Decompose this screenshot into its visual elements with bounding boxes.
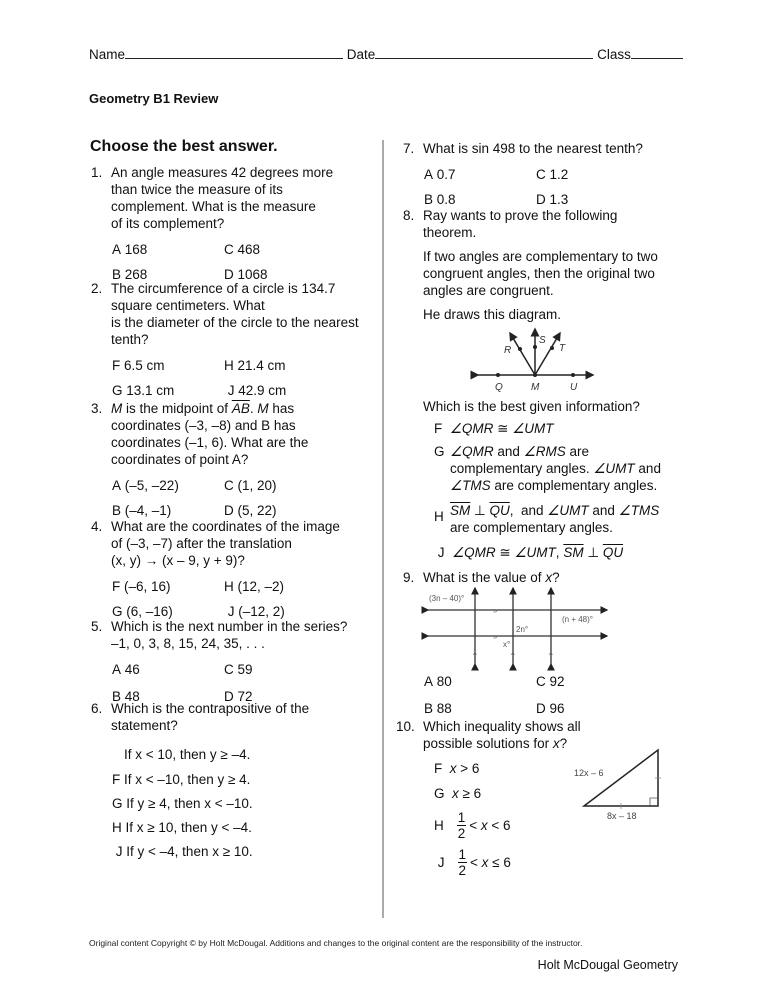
question-text: The circumference of a circle is 134.7 square centimeters. What is the diameter of the circle to the nearest tenth? [111, 281, 359, 347]
svg-text:T: T [559, 343, 566, 354]
svg-text:^: ^ [473, 651, 477, 660]
svg-text:^: ^ [511, 651, 515, 660]
question-number: 1. [91, 165, 103, 180]
option-a[interactable]: A 80 [424, 674, 452, 689]
option-h[interactable]: H 1 2 < x < 6 [434, 810, 511, 841]
svg-text:R: R [504, 345, 512, 356]
question-text: Which inequality shows all possible solutions for x? [423, 719, 581, 751]
question-text: Which is the next number in the series? –1, 0, 3, 8, 15, 24, 35, . . . [111, 619, 348, 651]
svg-text:(n + 48)°: (n + 48)° [562, 615, 593, 624]
svg-text:S: S [539, 335, 546, 346]
question-9-options [423, 673, 673, 717]
option-d[interactable]: D (5, 22) [224, 503, 277, 518]
option-b[interactable]: B 48 [112, 689, 140, 704]
option-c[interactable]: C 59 [224, 662, 253, 677]
svg-text:U: U [570, 382, 578, 393]
option-g[interactable]: G If y ≥ 4, then x < –10. [112, 796, 253, 811]
question-text: What are the coordinates of the image of (–3, –7) after the translation (x, y) → (x – 9, y + 9)? [111, 519, 340, 568]
option-j[interactable]: J 42.9 cm [227, 383, 287, 398]
option-b[interactable]: B 0.8 [424, 192, 456, 207]
question-2: 2. The circumference of a circle is 134.7 square centimeters. What is the diameter of the circle to the nearest tenth? F 6.5 cm H 21.4 cm G 13.1 cm J 42.9 cm [91, 280, 376, 399]
right-triangle-diagram [570, 740, 690, 821]
option-b[interactable]: B 88 [424, 701, 452, 716]
statement: If x < 10, then y ≥ –4. [124, 747, 251, 762]
date-field[interactable] [375, 46, 593, 59]
copyright-notice: Original content Copyright © by Holt McDougal. Additions and changes to the original content are the responsibility of the instructor. [89, 938, 583, 948]
option-g[interactable]: G 13.1 cm [112, 383, 175, 398]
question-text: What is sin 498 to the nearest tenth? [423, 141, 643, 156]
publisher-brand: Holt McDougal Geometry [537, 958, 678, 972]
question-6: 6. Which is the contrapositive of the statement? If x < 10, then y ≥ –4. F If x < –10, then y ≥ 4. G If y ≥ 4, then x < –10. H If x ≥ 10, then y < –4. J If y < –4, then x ≥ 10. [91, 700, 376, 867]
question-text: Which is the contrapositive of the statement? [111, 701, 310, 733]
option-b[interactable]: B (–4, –1) [112, 503, 172, 518]
option-h[interactable]: H (12, –2) [224, 579, 285, 594]
option-g[interactable]: G ∠QMR and ∠RMS are complementary angles. ∠UMT and ∠TMS are complementary angles. [434, 444, 661, 493]
svg-text:8x – 18: 8x – 18 [607, 811, 637, 821]
option-d[interactable]: D 72 [224, 689, 253, 704]
student-info-header [89, 46, 683, 62]
class-field[interactable] [631, 46, 683, 59]
svg-text:^: ^ [549, 651, 553, 660]
option-g[interactable]: G (6, –16) [112, 604, 173, 619]
question-9: 9. What is the value of x? [403, 569, 688, 586]
svg-text:Q: Q [495, 382, 503, 393]
option-f[interactable]: F ∠QMR ≅ ∠UMT [434, 421, 554, 436]
option-a[interactable]: A 168 [112, 242, 148, 257]
option-d[interactable]: D 1.3 [536, 192, 569, 207]
option-c[interactable]: C 92 [536, 674, 565, 689]
question-text: Ray wants to prove the following theorem. If two angles are complementary to two congruent angles, then the original two angles are congruent. He draws this diagram. [423, 207, 688, 323]
question-8-options [423, 398, 693, 561]
svg-text:(3n – 40)°: (3n – 40)° [429, 594, 465, 603]
option-f[interactable]: F 6.5 cm [112, 358, 165, 373]
question-10: 10. Which inequality shows all possible solutions for x? F x > 6 G x ≥ 6 H 1 2 < x < 6 J 1 2 < x ≤ 6 [396, 718, 681, 878]
option-j[interactable]: J If y < –4, then x ≥ 10. [115, 844, 253, 859]
column-divider [382, 140, 384, 918]
option-h[interactable]: H 21.4 cm [224, 358, 286, 373]
option-d[interactable]: D 96 [536, 701, 565, 716]
option-g[interactable]: G x ≥ 6 [434, 786, 482, 801]
svg-text:x°: x° [503, 640, 511, 649]
question-1 [91, 164, 371, 283]
option-f[interactable]: F x > 6 [434, 761, 480, 776]
option-c[interactable]: C (1, 20) [224, 478, 277, 493]
option-f[interactable]: F If x < –10, then y ≥ 4. [112, 772, 251, 787]
question-7: 7. What is sin 498 to the nearest tenth? A 0.7 C 1.2 B 0.8 D 1.3 [403, 140, 688, 208]
question-5: 5. Which is the next number in the series? –1, 0, 3, 8, 15, 24, 35, . . . A 46 C 59 B 48 D 72 [91, 618, 376, 705]
option-a[interactable]: A (–5, –22) [112, 478, 179, 493]
theorem-text: If two angles are complementary to two congruent angles, then the original two angles are congruent. [423, 249, 658, 298]
option-b[interactable]: B 268 [112, 267, 148, 282]
rays-diagram [470, 327, 600, 395]
svg-text:M: M [531, 382, 540, 393]
class-label: Class [597, 47, 631, 62]
question-text: What is the value of x? [423, 570, 560, 585]
question-text: M is the midpoint of $\overline{AB}$. M has coordinates (–3, –8) and B has coordinates (–1, 6). What are the coordinates of point A? [111, 401, 309, 467]
option-a[interactable]: A 46 [112, 662, 140, 677]
name-label: Name [89, 47, 126, 62]
option-j[interactable]: J 1 2 < x ≤ 6 [434, 847, 511, 878]
option-j[interactable]: J ∠QMR ≅ ∠UMT, $\overline{SM}$ ⊥ $\overline{QU}$ [434, 545, 624, 560]
option-f[interactable]: F (–6, 16) [112, 579, 171, 594]
option-h[interactable]: H $\overline{SM}$ ⊥ $\overline{QU}$, and ∠UMT and ∠TMS are complementary angles. [434, 503, 660, 535]
date-label: Date [346, 47, 376, 62]
prompt: Which is the best given information? [423, 399, 640, 414]
name-field[interactable] [125, 46, 343, 59]
svg-text:2n°: 2n° [516, 625, 529, 634]
svg-text:12x – 6: 12x – 6 [574, 768, 604, 778]
parallel-lines-diagram [425, 586, 610, 666]
question-text: An angle measures 42 degrees more than twice the measure of its complement. What is the measure of its complement? [111, 165, 334, 231]
section-title: Choose the best answer. [90, 138, 278, 155]
question-8: 8. Ray wants to prove the following theorem. If two angles are complementary to two congruent angles, then the original two angles are congruent. He draws this diagram. [403, 207, 688, 323]
question-3: 3. M is the midpoint of $\overline{AB}$. M has coordinates (–3, –8) and B has coordinates (–1, 6). What are the coordinates of point A? A (–5, –22) C (1, 20) B (–4, –1) D (5, 22) [91, 400, 371, 519]
option-d[interactable]: D 1068 [224, 267, 268, 282]
question-4: 4. What are the coordinates of the image of (–3, –7) after the translation (x, y) → (x – 9, y + 9)? F (–6, 16) H (12, –2) G (6, –16) J (–12, 2) [91, 518, 376, 620]
option-a[interactable]: A 0.7 [424, 167, 456, 182]
option-j[interactable]: J (–12, 2) [227, 604, 285, 619]
document-title: Geometry B1 Review [89, 91, 219, 106]
option-c[interactable]: C 468 [224, 242, 261, 257]
diagram-intro: He draws this diagram. [423, 307, 562, 322]
option-c[interactable]: C 1.2 [536, 167, 569, 182]
svg-text:»: » [493, 606, 498, 615]
svg-text:»: » [493, 632, 498, 641]
option-h[interactable]: H If x ≥ 10, then y < –4. [112, 820, 252, 835]
